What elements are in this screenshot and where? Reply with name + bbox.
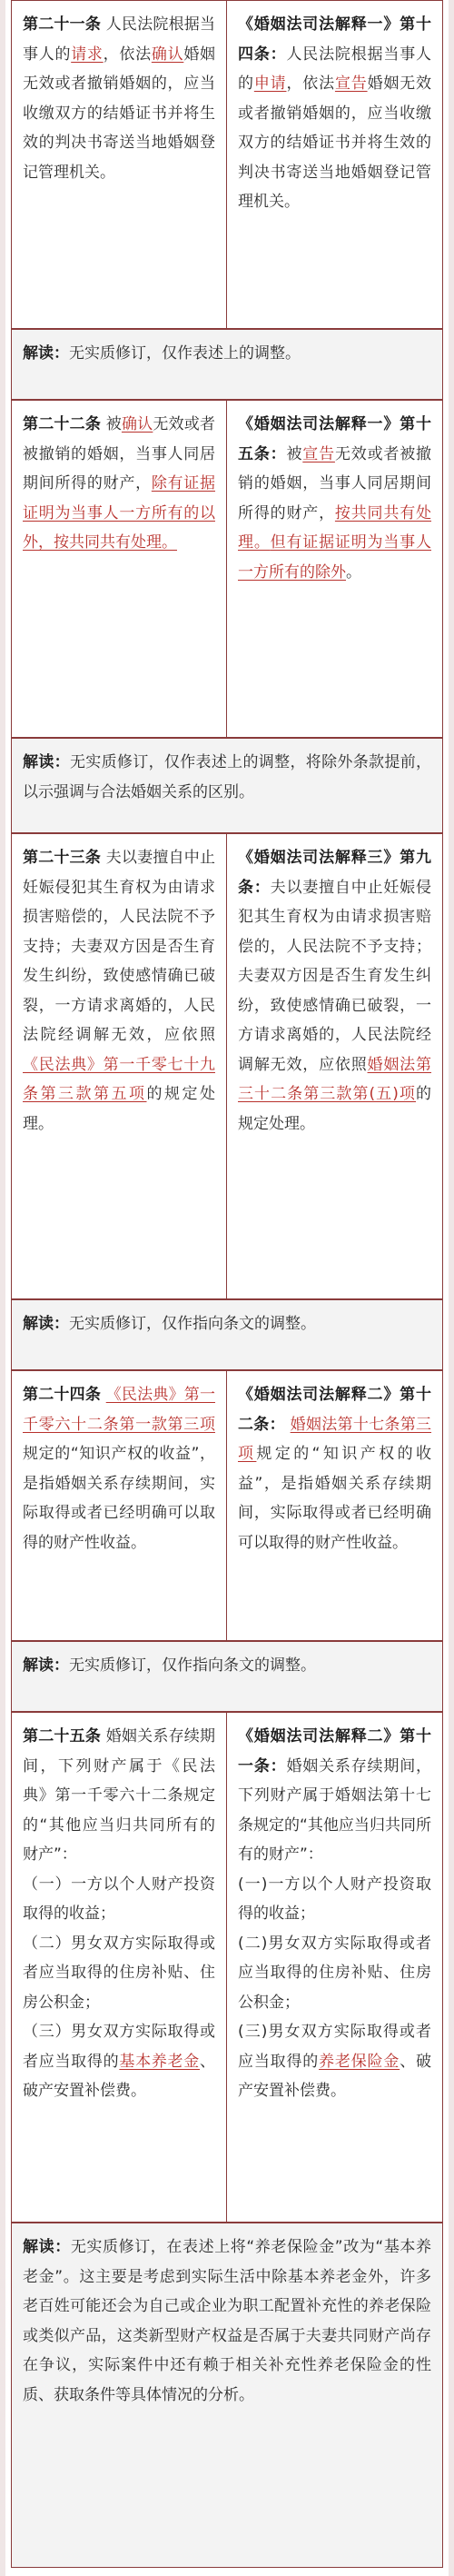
changed-text: 《民法典》第一千零七十九条第三款第五项 [23,1055,215,1103]
article-text: 人民法院根据当事人的 [23,15,216,64]
article-text: (二)男女双方实际取得或者应当取得的住房补贴、住房公积金； [238,1934,431,2012]
article-text: 无实质修订，仅作表述上的调整，将除外条款提前，以示强调与合法婚姻关系的区别。 [23,753,432,801]
article-heading: 第二十四条 [23,1386,102,1404]
article-text: 、破产安置补偿费。 [23,2052,216,2100]
article-comparison-24 [11,1370,443,1641]
new-article-cell [12,401,227,737]
interpretation-note [11,738,443,833]
article-text: （一）一方以个人财产投资取得的收益； [23,1875,215,1923]
page-frame-right [449,0,454,2576]
changed-text: 按共同共有处理。 [238,503,432,552]
article-text: 无实质修订，仅作指向条文的调整。 [69,1656,316,1675]
new-article-cell [12,1,227,328]
article-text: 规定的“知识产权的收益”，是指婚姻关系存续期间，实际取得或者已经明确可以取得的财产性收益。 [238,1445,431,1552]
changed-text: 按共同共有处理。 [54,533,177,552]
old-article-cell [227,834,442,1298]
changed-text: 但有证据证明为当事人一方所有的除外 [238,533,432,582]
page-frame-left [0,0,5,2576]
article-text: 无实质修订，仅作指向条文的调整。 [69,1315,316,1333]
article-text: 无效或者被撤销的婚姻，当事人同居期间所得的财产， [238,444,432,522]
old-article-cell [227,1371,442,1640]
article-text: 婚姻关系存续期间，下列财产属于《民法典》第一千零六十二条规定的“其他应当归共同所有的财产”： [23,1727,216,1864]
article-text: （三）男女双方实际取得或者应当取得的 [23,2023,215,2071]
old-article-cell [227,1713,442,2222]
article-text: 无实质修订，仅作表述上的调整。 [69,344,301,363]
changed-text: 《民法典》第一千零六十二条第一款第三项 [23,1386,216,1434]
article-text: 的规定处理。 [238,1085,431,1133]
interpretation-note [11,1641,443,1712]
article-heading: 第二十二条 [23,415,102,433]
changed-text: 请求 [71,45,104,64]
changed-text: 宣告 [334,75,368,93]
changed-text: 婚姻法第十七条第三项 [238,1415,432,1463]
article-comparison-22 [11,400,443,738]
article-heading: 解读： [23,1315,69,1333]
article-heading: 《婚姻法司法解释二》第十二条： [238,1386,431,1434]
article-text: 夫以妻擅自中止妊娠侵犯其生育权为由请求损害赔偿的，人民法院不予支持；夫妻双方因是否生育发生纠纷，致使感情确已破裂，一方请求离婚的，人民法院经调解无效，应依照 [23,849,216,1044]
article-text: 婚姻无效或者撤销婚姻的，应当收缴双方的结婚证书并将生效的判决书寄送当地婚姻登记管理机关。 [238,75,432,211]
article-text: 被 [101,415,122,433]
changed-text: 申请 [253,75,287,93]
new-article-cell [12,1371,227,1640]
article-text: 夫以妻擅自中止妊娠侵犯其生育权为由请求损害赔偿的，人民法院不予支持；夫妻双方因是否生育发生纠纷，致使感情确已破裂，一方请求离婚的，人民法院经调解无效，应依照 [238,878,432,1074]
article-heading: 《婚姻法司法解释二》第十一条： [238,1727,431,1775]
article-heading: 解读： [23,1656,69,1675]
article-heading: 第二十一条 [23,15,102,34]
article-comparison-21 [11,0,443,329]
interpretation-note [11,329,443,400]
article-heading: 解读： [23,753,70,771]
article-heading: 第二十三条 [23,849,102,867]
article-heading: 解读： [23,344,69,363]
changed-text: 宣告 [302,444,335,463]
article-text: 、破产安置补偿费。 [238,2052,432,2100]
changed-text: 养老保险金 [319,2052,400,2071]
article-heading: 《婚姻法司法解释一》第十五条： [238,415,431,463]
article-text: (一)一方以个人财产投资取得的收益； [238,1875,431,1923]
article-text: 婚姻无效或者撤销婚姻的，应当收缴双方的结婚证书并将生效的判决书寄送当地婚姻登记管理机关。 [23,45,216,182]
changed-text: 基本养老金 [119,2052,201,2071]
new-article-cell [12,1713,227,2222]
interpretation-note [11,1299,443,1370]
new-article-cell [12,834,227,1298]
old-article-cell [227,1,442,328]
changed-text: 确认 [151,45,184,64]
article-text: 婚姻关系存续期间，下列财产属于婚姻法第十七条规定的“其他应当归共同所有的财产”： [238,1756,432,1864]
article-text: 被 [286,444,303,463]
article-text: ，依法 [103,45,152,64]
article-text: 人民法院根据当事人的 [238,45,432,93]
article-heading: 《婚姻法司法解释一》第十四条： [238,15,431,64]
article-text: 无效或者被撤销的婚姻，当事人同居期间所得的财产， [23,415,216,492]
article-text: （二）男女双方实际取得或者应当取得的住房补贴、住房公积金； [23,1934,215,2012]
article-heading: 《婚姻法司法解释三》第九条： [238,849,431,897]
article-text: 无实质修订，在表述上将“养老保险金”改为“基本养老金”。这主要是考虑到实际生活中除基本养老金外，许多老百姓可能还会为自己或企业为职工配置补充性的养老保险或类似产品，这类新型财产权益是否属于夫妻共同财产尚存在争议，实际案件中还有赖于相关补充性养老保险金的性质、获取条件等具体情况的分析。 [23,2238,432,2404]
interpretation-note [11,2223,443,2568]
article-comparison-23 [11,833,443,1299]
changed-text: 婚姻法第三十二条第三款第(五)项 [238,1055,432,1103]
changed-text: 确认 [121,415,153,433]
article-text: ，依法 [286,75,335,93]
article-heading: 第二十五条 [23,1727,102,1746]
changed-text: 除有证据证明为当事人一方所有的以外， [23,474,216,552]
article-text: (三)男女双方实际取得或者应当取得的 [238,2023,431,2071]
old-article-cell [227,401,442,737]
article-comparison-25 [11,1712,443,2223]
article-text: 规定的“知识产权的收益”，是指婚姻关系存续期间，实际取得或者已经明确可以取得的财产性收益。 [23,1445,215,1552]
article-heading: 解读： [23,2238,71,2256]
article-text: 。 [346,562,361,582]
article-text: 的规定处理。 [23,1085,215,1133]
